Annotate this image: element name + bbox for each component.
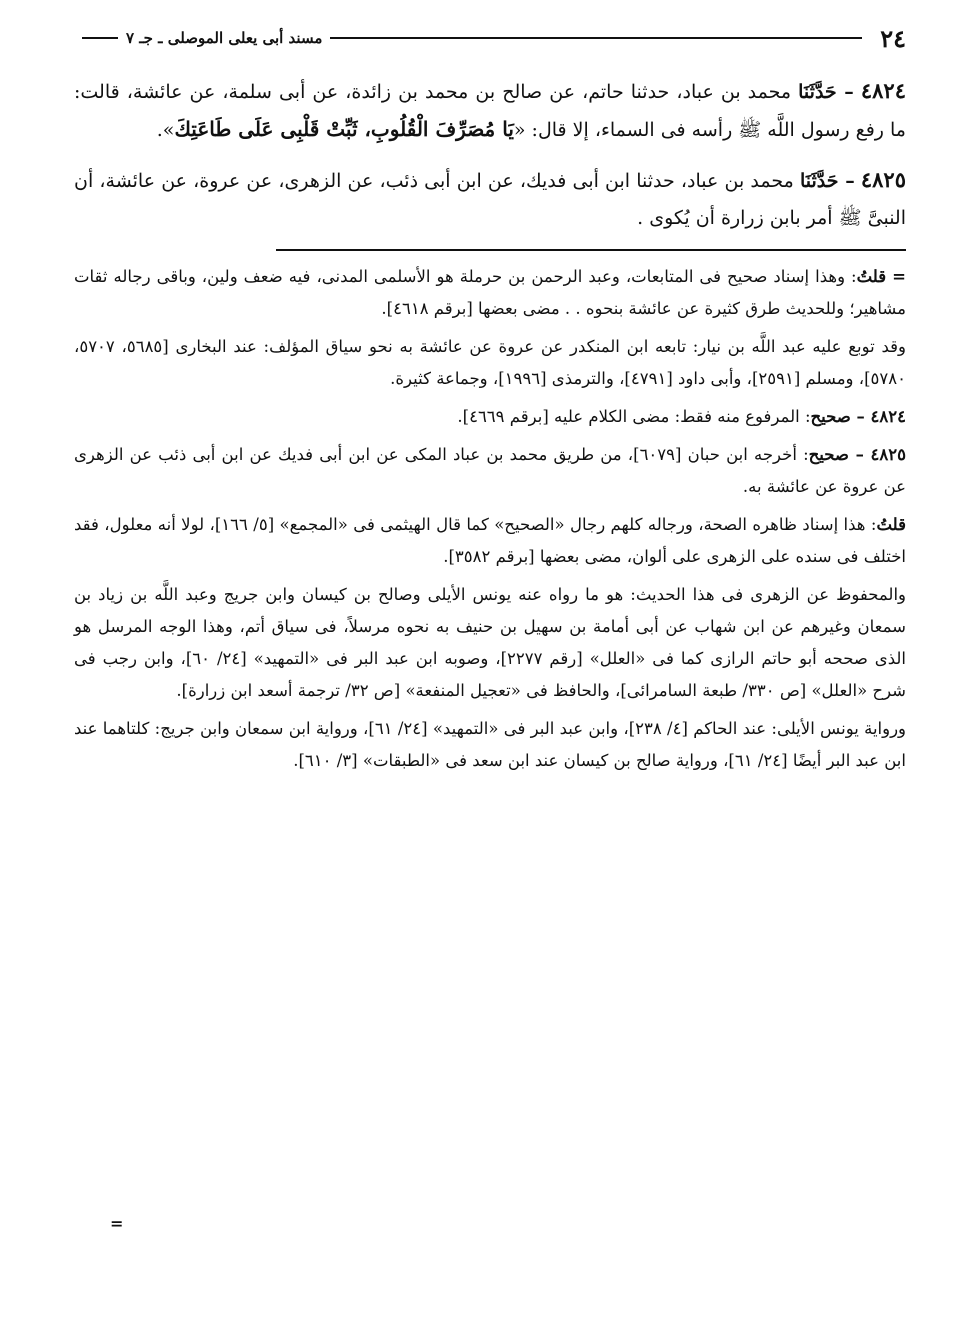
note-number: ٤٨٢٤ xyxy=(870,407,906,426)
note-paragraph xyxy=(74,579,906,707)
note-paragraph xyxy=(74,713,906,777)
note-number: ٤٨٢٥ xyxy=(870,445,906,464)
note-4824: ٤٨٢٤ – صحيح: المرفوع منه فقط: مضى الكلام عليه [برقم ٤٦٦٩]. xyxy=(457,407,906,426)
hadith-4824: ٤٨٢٤ – حَدَّثَنَا محمد بن عباد، حدثنا حاتم، عن صالح بن محمد بن زائدة، عن أبى سلمة، عن عائشة، قالت: ما رفع رسول اللَّه ﷺ رأسه فى السماء، إلا قال: «يَا مُصَرِّفَ الْقُلُوبِ، ثَبِّتْ قَلْبِى عَلَى طَاعَتِكَ». xyxy=(74,78,906,141)
header-rule-end xyxy=(82,37,118,39)
end-continuation-mark: = xyxy=(110,1214,124,1233)
main-text xyxy=(74,72,906,237)
header-rule xyxy=(330,37,862,39)
hadith-4825: ٤٨٢٥ – حَدَّثَنَا محمد بن عباد، حدثنا ابن أبى فديك، عن ابن أبى ذئب، عن الزهرى، عن عروة، عن عائشة، أن النبىَّ ﷺ أمر بابن زرارة أن يُكوى . xyxy=(74,167,906,229)
page-number: ٢٤ xyxy=(880,23,906,53)
note-text: : أخرجه ابن حبان [٦٠٧٩]، من طريق محمد بن عباد المكى عن ابن أبى فديك عن ابن أبى ذئب عن الزهرى عن عروة عن عائشة به. xyxy=(74,445,906,496)
note-continued xyxy=(74,261,906,325)
footnotes xyxy=(74,261,906,777)
note-label: صحيح xyxy=(810,407,851,426)
hadith-dua: يَا مُصَرِّفَ الْقُلُوبِ، ثَبِّتْ قَلْبِى عَلَى طَاعَتِكَ xyxy=(174,117,514,141)
hadith-closing: ». xyxy=(156,119,175,141)
footnote-separator xyxy=(276,249,906,251)
hadith-text: محمد بن عباد، حدثنا حاتم، عن صالح بن محمد بن زائدة، عن أبى سلمة، عن عائشة، قالت: ما رفع رسول اللَّه ﷺ رأسه فى السماء، إلا قال: « xyxy=(74,81,906,141)
note-paragraph xyxy=(74,509,906,573)
note-text: : المرفوع منه فقط: مضى الكلام عليه [برقم ٤٦٦٩]. xyxy=(457,407,811,426)
note-text: ورواية يونس الأيلى: عند الحاكم [٤/ ٢٣٨]، وابن عبد البر فى «التمهيد» [٢٤/ ٦١]، ورواية ابن سمعان وابن جريج: كلتاهما عند ابن عبد البر أيضًا [٢٤/ ٦١]، ورواية صالح بن كيسان عند ابن سعد فى «الطبقات» [٣/ ٦١٠]. xyxy=(74,719,907,770)
continuation-mark: = xyxy=(892,267,906,286)
hadith-number: ٤٨٢٥ xyxy=(860,167,906,192)
note-paragraph xyxy=(74,331,906,395)
note-text: : هذا إسناد ظاهره الصحة، ورجاله كلهم رجال «الصحيح» كما قال الهيثمى فى «المجمع» [٥/ ١٦٦]، لولا أنه معلول، فقد اختلف فى سنده على الزهرى على ألوان، مضى بعضها [برقم ٣٥٨٢]. xyxy=(74,515,906,566)
note-label: صحيح xyxy=(808,445,849,464)
note-4825: ٤٨٢٥ – صحيح: أخرجه ابن حبان [٦٠٧٩]، من طريق محمد بن عباد المكى عن ابن أبى فديك عن ابن أبى ذئب عن الزهرى عن عروة عن عائشة به. xyxy=(74,445,906,496)
note-label: قلتُ xyxy=(876,515,906,534)
hadith-text: محمد بن عباد، حدثنا ابن أبى فديك، عن ابن أبى ذئب، عن الزهرى، عن عروة، عن عائشة، أن النبىَّ ﷺ أمر بابن زرارة أن يُكوى . xyxy=(74,170,906,229)
note-text: : وهذا إسناد صحيح فى المتابعات، وعبد الرحمن بن حرملة هو الأسلمى المدنى، فيه ضعف ولين، وباقى رجاله ثقات مشاهير؛ وللحديث طرق كثيرة عن عائشة بنحوه . . مضى بعضها [برقم ٤٦١٨]. xyxy=(74,267,906,318)
hadith-opening: حَدَّثَنَا xyxy=(799,170,839,192)
hadith-opening: حَدَّثَنَا xyxy=(798,81,837,103)
page-header xyxy=(74,18,906,58)
note-text: والمحفوظ عن الزهرى فى هذا الحديث: هو ما رواه عنه يونس الأيلى وصالح بن كيسان وابن جريج وعبد اللَّه بن زياد بن سمعان وغيرهم عن ابن شهاب عن أبى أمامة بن سهيل بن حنيف به نحوه مرسلاً، فى سياق أتم، وهذا الوجه المرسل هو الذى صححه أبو حاتم الرازى كما فى «العلل» [رقم ٢٢٧٧]، وصوبه ابن عبد البر فى «التمهيد» [٢٤/ ٦٠]، وابن رجب فى شرح «العلل» [ص ٣٣٠/ طبعة السامرائى]، والحافظ فى «تعجيل المنفعة» [ص ٣٢/ ترجمة أسعد ابن زرارة]. xyxy=(74,585,906,700)
running-title: مسند أبى يعلى الموصلى ـ جـ ٧ xyxy=(126,29,323,47)
hadith-number: ٤٨٢٤ xyxy=(860,78,906,103)
book-page xyxy=(74,18,906,1319)
note-label: قلتُ xyxy=(856,267,887,286)
note-text: وقد توبع عليه عبد اللَّه بن نيار: تابعه ابن المنكدر عن عروة عن عائشة به نحو سياق المؤلف: عند البخارى [٥٦٨٥، ٥٧٠٧، ٥٧٨٠]، ومسلم [٢٥٩١]، وأبى داود [٤٧٩١]، والترمذى [١٩٩٦]، وجماعة كثيرة. xyxy=(74,337,906,388)
